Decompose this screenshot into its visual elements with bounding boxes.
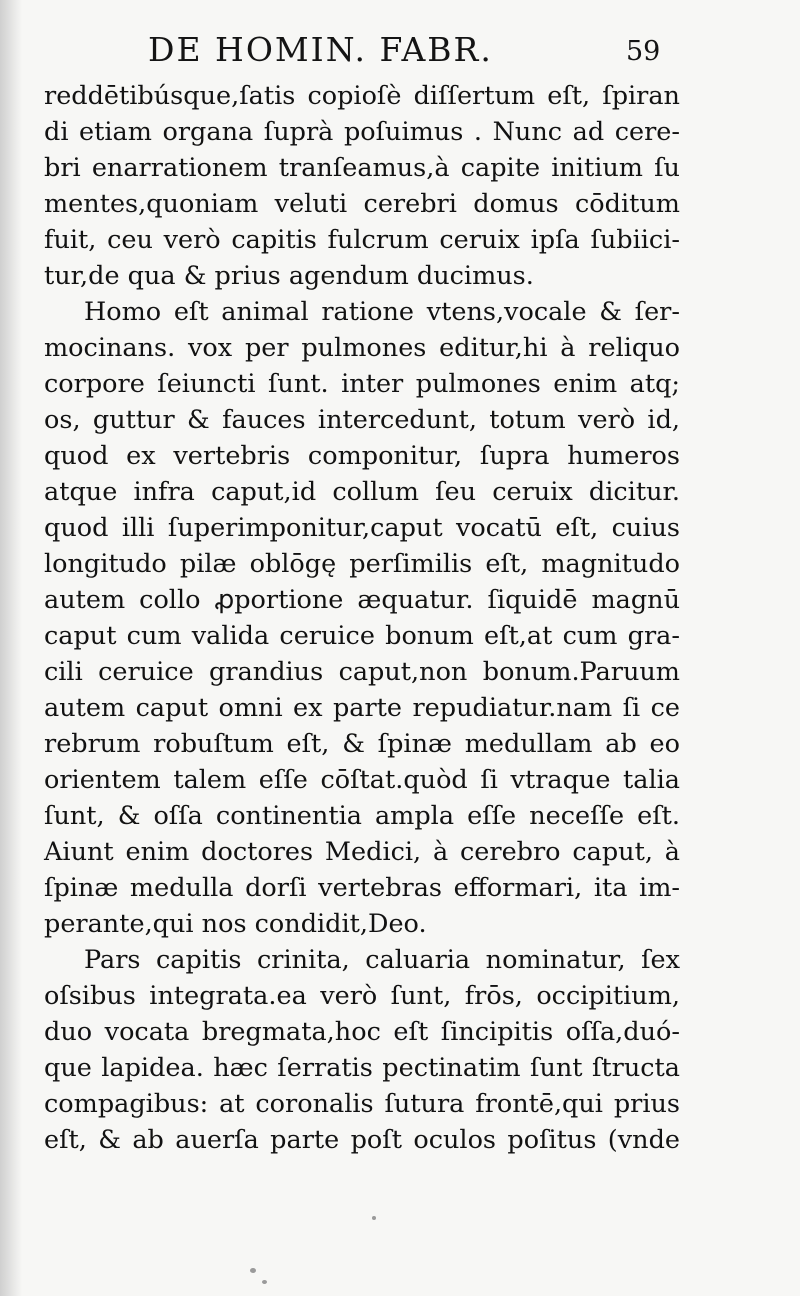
text-line: ſunt, & oſſa continentia ampla eſſe neceſſe eſt.	[44, 801, 680, 831]
text-line: os, guttur & fauces intercedunt, totum verò id,	[44, 405, 680, 435]
text-line: fuit, ceu verò capitis fulcrum ceruix ipſa ſubiici-	[44, 225, 680, 255]
text-line: compagibus: at coronalis ſutura frontē,qui prius	[44, 1089, 680, 1119]
text-line: cili ceruice grandius caput,non bonum.Paruum	[44, 657, 680, 687]
text-line: corpore ſeiuncti ſunt. inter pulmones enim atq;	[44, 369, 680, 399]
running-head: DE HOMIN. FABR.	[148, 30, 493, 69]
text-line: autem collo ꝓportione æquatur. ſiquidē magnū	[44, 585, 680, 615]
text-line: quod illi ſuperimponitur,caput vocatū eſt, cuius	[44, 513, 680, 543]
paragraph-start-line: Pars capitis crinita, caluaria nominatur, ſex	[84, 945, 680, 975]
ink-speck	[250, 1268, 256, 1273]
text-line: quod ex vertebris componitur, ſupra humeros	[44, 441, 680, 471]
text-line: ſpinæ medulla dorſi vertebras efformari, ita im-	[44, 873, 680, 903]
body-text	[44, 78, 680, 1158]
text-line: tur,de qua & prius agendum ducimus.	[44, 261, 534, 291]
ink-speck	[372, 1216, 376, 1220]
text-line: oſsibus integrata.ea verò ſunt, frōs, occipitium,	[44, 981, 680, 1011]
text-line: reddētibúsque,ſatis copioſè diſſertum eſt, ſpiran	[44, 81, 680, 111]
page-number: 59	[626, 36, 661, 67]
text-line: rebrum robuſtum eſt, & ſpinæ medullam ab eo	[44, 729, 680, 759]
text-line: orientem talem eſſe cōſtat.quòd ſi vtraque talia	[44, 765, 680, 795]
text-line: bri enarrationem tranſeamus,à capite initium ſu	[44, 153, 680, 183]
text-line: mocinans. vox per pulmones editur,hi à reliquo	[44, 333, 680, 363]
text-line: Aiunt enim doctores Medici, à cerebro caput, à	[44, 837, 680, 867]
gutter-shadow	[0, 0, 22, 1296]
text-line: que lapidea. hæc ſerratis pectinatim ſunt ſtructa	[44, 1053, 680, 1083]
text-line: di etiam organa ſuprà poſuimus . Nunc ad cere-	[44, 117, 680, 147]
paragraph-start-line: Homo eſt animal ratione vtens,vocale & ſer-	[84, 297, 680, 327]
text-line: duo vocata bregmata,hoc eſt ſincipitis oſſa,duó-	[44, 1017, 680, 1047]
text-line: perante,qui nos condidit,Deo.	[44, 909, 427, 939]
text-line: atque infra caput,id collum ſeu ceruix dicitur.	[44, 477, 680, 507]
text-line: mentes,quoniam veluti cerebri domus cōditum	[44, 189, 680, 219]
text-line: caput cum valida ceruice bonum eſt,at cum gra-	[44, 621, 680, 651]
text-line: eſt, & ab auerſa parte poſt oculos poſitus (vnde	[44, 1125, 680, 1155]
text-line: longitudo pilæ oblōgę perſimilis eſt, magnitudo	[44, 549, 680, 579]
text-line: autem caput omni ex parte repudiatur.nam ſi ce	[44, 693, 680, 723]
ink-speck	[262, 1280, 267, 1284]
